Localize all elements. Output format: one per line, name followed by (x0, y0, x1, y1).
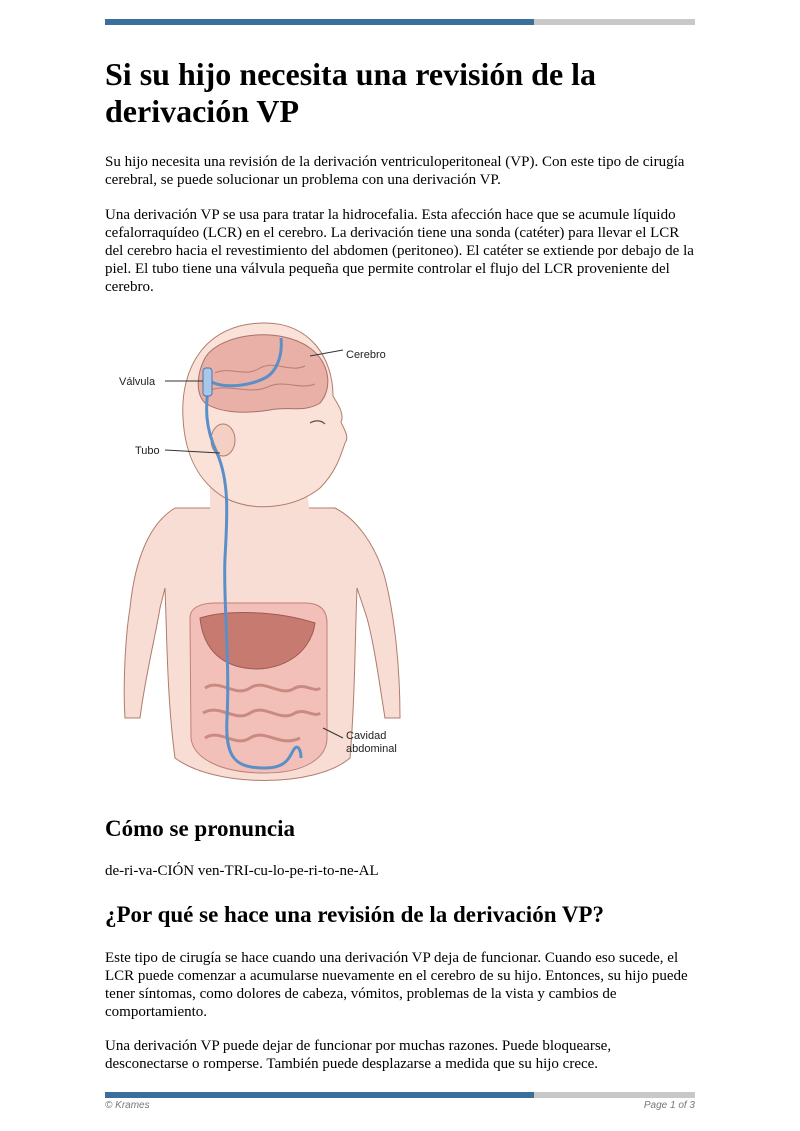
footer-divider-accent (105, 1092, 534, 1098)
brain-shape (198, 335, 328, 412)
why-paragraph-2: Una derivación VP puede dejar de funcionar por muchas razones. Puede bloquearse, desconectarse o romperse. También puede desplazarse a medida que su hijo crece. (105, 1038, 612, 1072)
vp-shunt-illustration (105, 318, 425, 788)
shunt-valve (203, 368, 212, 396)
header-divider (105, 19, 695, 25)
footer-page-number: Page 1 of 3 (643, 1100, 695, 1111)
label-cavidad: Cavidad (346, 730, 387, 742)
label-valvula: Válvula (119, 376, 156, 388)
why-heading: ¿Por qué se hace una revisión de la derivación VP? (105, 902, 604, 927)
page-title: Si su hijo necesita una revisión de la derivación VP (105, 56, 597, 129)
pronunciation-heading: Cómo se pronuncia (105, 816, 295, 841)
label-cerebro: Cerebro (346, 349, 386, 361)
label-tubo: Tubo (135, 445, 160, 457)
why-paragraph-1: Este tipo de cirugía se hace cuando una derivación VP deja de funcionar. Cuando eso sucede, el LCR puede comenzar a acumularse nuevamente en el cerebro de su hijo. Entonces, su hijo puede tener síntomas, como dolores de cabeza, vómitos, problemas de la vista y cambios de comportamiento. (105, 950, 688, 1020)
intro-paragraph: Su hijo necesita una revisión de la derivación ventriculoperitoneal (VP). Con este tipo de cirugía cerebral, se puede solucionar un problema con una derivación VP. (105, 154, 685, 188)
footer-source: © Krames (105, 1100, 150, 1111)
header-divider-accent (105, 19, 534, 25)
pronunciation-text: de-ri-va-CIÓN ven-TRI-cu-lo-pe-ri-to-ne-AL (105, 863, 379, 879)
explanation-paragraph: Una derivación VP se usa para tratar la hidrocefalia. Esta afección hace que se acumule líquido cefalorraquídeo (LCR) en el cerebro. La derivación tiene una sonda (catéter) para llevar el LCR del cerebro hacia el revestimiento del abdomen (peritoneo). El catéter se extiende por debajo de la piel. El tubo tiene una válvula pequeña que permite controlar el flujo del LCR proveniente del cerebro. (105, 207, 694, 295)
label-abdominal: abdominal (346, 743, 397, 755)
footer-divider (105, 1092, 695, 1098)
vp-shunt-drawing (105, 318, 425, 788)
